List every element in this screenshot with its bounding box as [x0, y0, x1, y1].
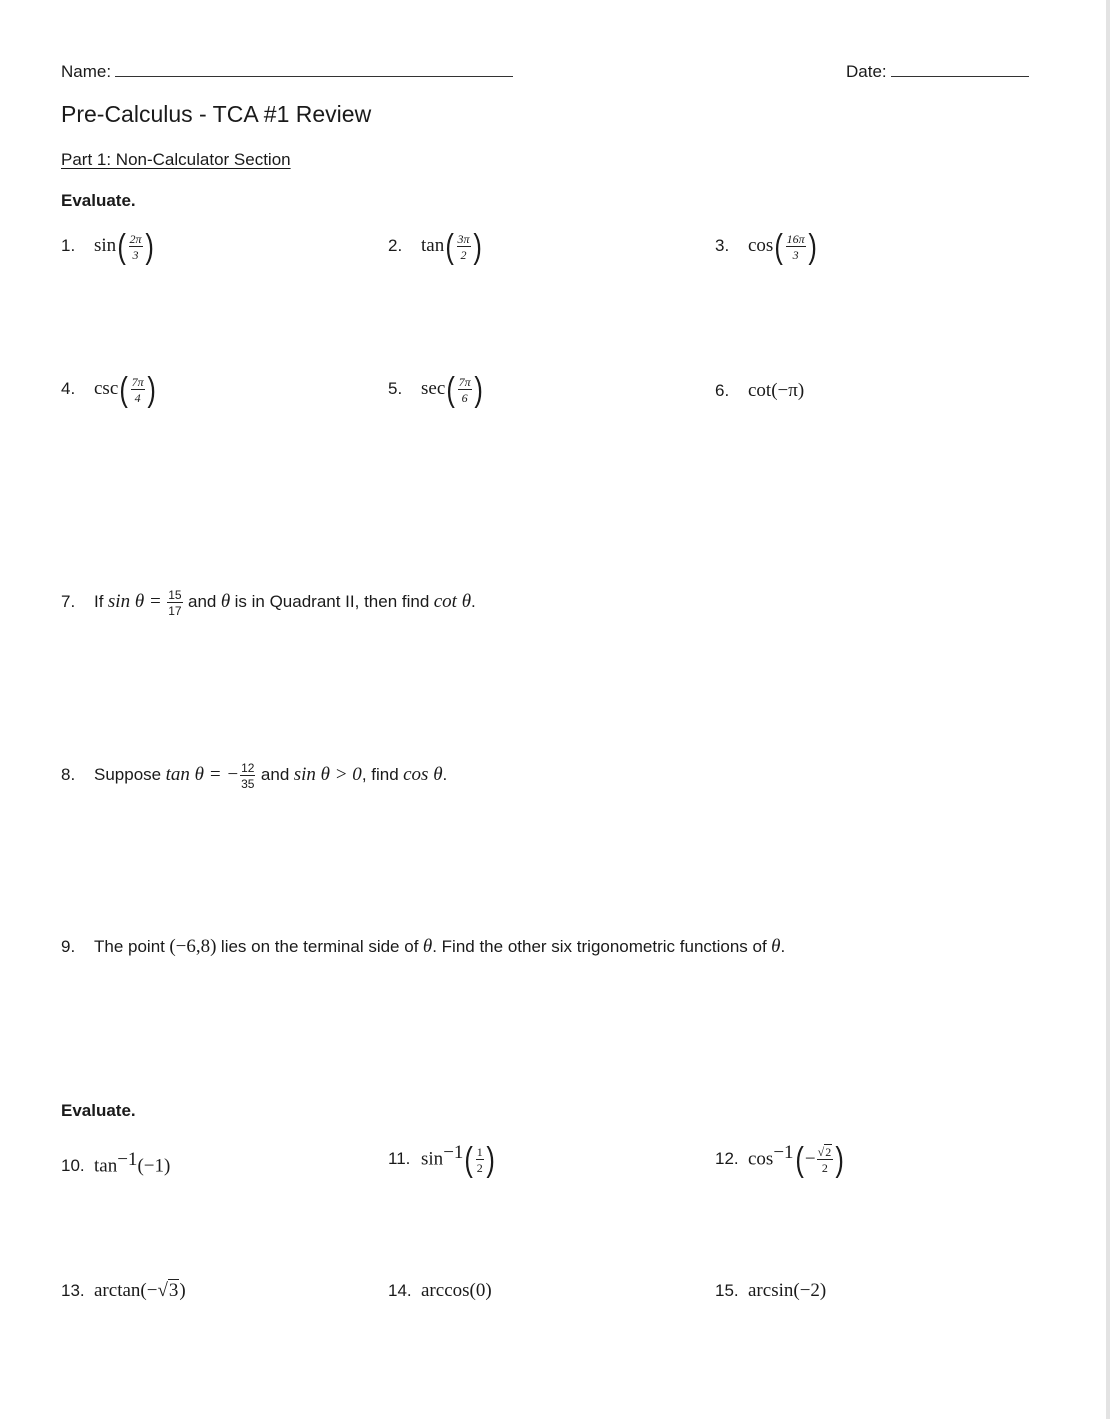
problem-6 [715, 380, 804, 402]
numerator: 7π [131, 375, 144, 389]
problem-2 [388, 230, 483, 264]
problem-3 [715, 230, 818, 264]
left-paren: ( [464, 1141, 474, 1180]
problem-number: 7. [61, 592, 76, 612]
period: . [780, 937, 786, 956]
period: . [471, 592, 476, 612]
period: . [442, 765, 448, 785]
denominator: 2 [821, 1161, 828, 1176]
problem-12 [715, 1141, 846, 1180]
date-blank[interactable] [891, 76, 1029, 77]
right-paren: ) [147, 371, 156, 409]
math-sin-theta: sin θ = [107, 591, 162, 613]
trig-function: cos [748, 235, 774, 257]
math-point: (−6,8) [169, 936, 217, 957]
denominator: 3 [132, 248, 139, 262]
text: lies on the terminal side of [220, 937, 419, 956]
problem-15 [715, 1280, 826, 1302]
text: and [188, 592, 217, 612]
numerator: 16π [786, 232, 805, 246]
problem-number: 5. [388, 379, 403, 399]
name-label: Name: [61, 62, 112, 81]
denominator: 4 [134, 391, 141, 405]
left-paren: ( [446, 371, 456, 409]
trig-function: csc [94, 378, 119, 400]
text: Suppose [94, 765, 162, 785]
problem-7 [61, 589, 476, 617]
fraction [129, 233, 143, 261]
problem-number: 10. [61, 1156, 85, 1176]
problem-13 [61, 1280, 186, 1302]
denominator: 35 [241, 777, 255, 791]
numerator: 1 [476, 1145, 483, 1160]
section-heading-evaluate-1: Evaluate. [61, 191, 136, 210]
problem-10 [61, 1149, 170, 1177]
problem-11 [388, 1141, 496, 1180]
page-edge [1106, 0, 1110, 1419]
numerator: 15 [168, 588, 182, 602]
radicand: 3 [168, 1280, 179, 1301]
inverse-exponent: −1 [773, 1142, 794, 1163]
problem-number: 12. [715, 1149, 739, 1169]
math-cos-theta: cos θ [403, 764, 443, 786]
problem-number: 4. [61, 379, 76, 399]
theta: θ [771, 936, 781, 957]
negative-sign: − [804, 1148, 816, 1170]
right-paren: ) [144, 228, 154, 266]
denominator: 6 [461, 391, 468, 405]
math-tan-theta: tan θ = − [165, 764, 240, 786]
problem-number: 6. [715, 381, 730, 400]
fraction [167, 589, 182, 617]
numerator: √2 [817, 1145, 832, 1160]
fraction [458, 376, 472, 404]
fraction [457, 233, 471, 261]
close-paren: ) [179, 1280, 186, 1301]
problem-number: 14. [388, 1281, 412, 1300]
problem-number: 9. [61, 937, 76, 956]
sqrt-sign: √ [157, 1280, 168, 1301]
right-paren: ) [808, 228, 817, 266]
expression: arcsin(−2) [748, 1280, 827, 1301]
section-heading-evaluate-2: Evaluate. [61, 1101, 136, 1120]
right-paren: ) [835, 1141, 845, 1180]
problem-number: 1. [61, 236, 76, 256]
text: , find [361, 765, 399, 785]
problem-4 [61, 373, 157, 407]
left-paren: ( [445, 228, 455, 266]
left-paren: ( [774, 228, 784, 266]
problem-14 [388, 1280, 492, 1302]
left-paren: ( [117, 228, 127, 266]
text: and [260, 765, 290, 785]
text: is in Quadrant II, then find [234, 592, 430, 612]
problem-number: 13. [61, 1281, 85, 1300]
left-paren: ( [794, 1141, 804, 1180]
left-paren: ( [119, 371, 129, 409]
page-title: Pre-Calculus - TCA #1 Review [61, 101, 372, 127]
problem-9 [61, 936, 785, 958]
theta: θ [422, 936, 433, 957]
problem-number: 8. [61, 765, 76, 785]
right-paren: ) [474, 371, 483, 409]
trig-function: sin [421, 1148, 444, 1170]
fraction [476, 1146, 484, 1174]
problem-number: 11. [388, 1149, 411, 1169]
text: . Find the other six trigonometric functions of [432, 937, 767, 956]
numerator: 2π [129, 232, 142, 246]
text: The point [94, 937, 165, 956]
denominator: 2 [460, 248, 467, 262]
part-heading: Part 1: Non-Calculator Section [61, 150, 291, 169]
date-field [846, 62, 1029, 82]
numerator: 7π [458, 375, 471, 389]
radicand: 2 [825, 1145, 832, 1160]
text: If [94, 592, 104, 612]
inverse-exponent: −1 [117, 1149, 138, 1170]
denominator: 3 [792, 248, 799, 262]
fraction [131, 376, 145, 404]
argument: (−1) [137, 1155, 171, 1177]
denominator: 2 [476, 1161, 483, 1176]
math-sin-positive: sin θ > 0 [293, 764, 362, 786]
math-cot-theta: cot θ [433, 591, 472, 613]
trig-function: tan [94, 1155, 118, 1177]
problem-5 [388, 373, 484, 407]
numerator: 3π [457, 232, 470, 246]
problem-8 [61, 762, 447, 790]
expression: cot(−π) [748, 380, 805, 401]
fraction [240, 762, 255, 790]
name-blank[interactable] [115, 76, 513, 77]
open-paren: (− [140, 1280, 158, 1301]
right-paren: ) [472, 228, 482, 266]
denominator: 17 [168, 604, 182, 618]
problem-number: 15. [715, 1281, 739, 1300]
trig-function: tan [421, 235, 445, 257]
numerator: 12 [241, 761, 255, 775]
right-paren: ) [486, 1141, 495, 1180]
problem-1 [61, 230, 155, 264]
date-label: Date: [846, 62, 887, 81]
fraction [817, 1146, 834, 1174]
trig-function: arctan [94, 1280, 141, 1301]
name-field [61, 62, 513, 82]
inverse-exponent: −1 [443, 1142, 464, 1163]
expression: arccos(0) [421, 1280, 492, 1301]
fraction [786, 233, 806, 261]
problem-number: 2. [388, 236, 403, 256]
trig-function: sin [94, 235, 117, 257]
theta: θ [220, 591, 231, 613]
problem-number: 3. [715, 236, 730, 256]
trig-function: sec [421, 378, 446, 400]
trig-function: cos [748, 1148, 774, 1170]
